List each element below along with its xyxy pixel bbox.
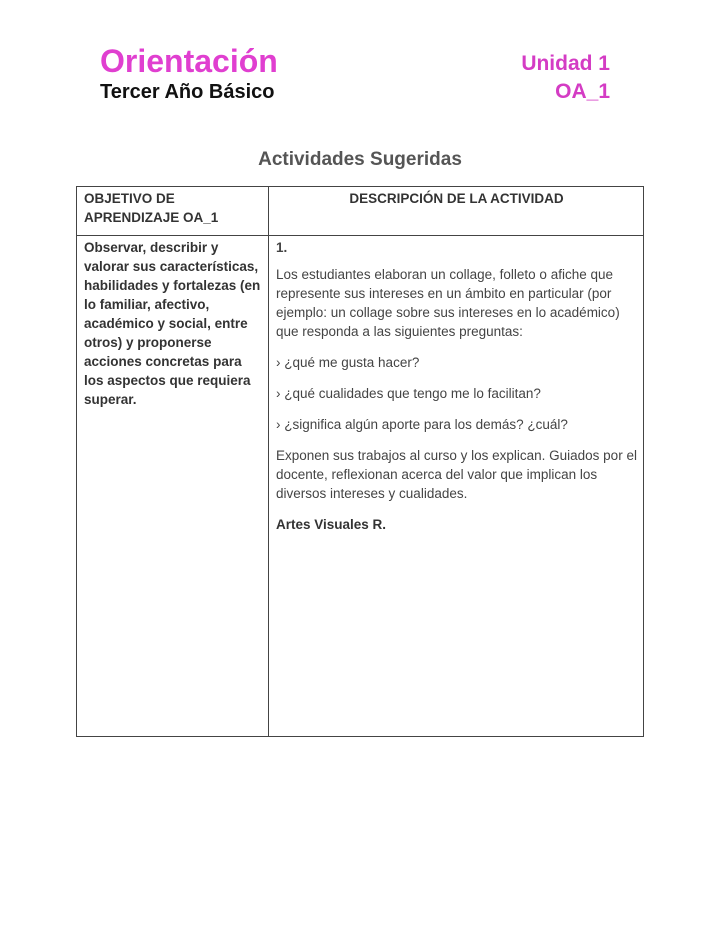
discipline-label: Artes Visuales R. — [276, 517, 387, 532]
activity-description — [269, 236, 644, 737]
description-header: DESCRIPCIÓN DE LA ACTIVIDAD — [269, 187, 644, 236]
table-row — [77, 236, 644, 737]
question-item: › ¿significa algún aporte para los demás? ¿cuál? — [276, 417, 568, 432]
header-right — [521, 50, 610, 106]
section-title: Actividades Sugeridas — [258, 149, 462, 170]
subject-title: Orientación — [100, 43, 278, 79]
header-left — [100, 42, 278, 104]
activities-table — [76, 186, 644, 737]
activity-number: 1. — [276, 240, 288, 255]
activity-closing: Exponen sus trabajos al curso y los explican. Guiados por el docente, reflexionan acerca del valor que implican los diversos intereses y cualidades. — [276, 448, 637, 501]
question-item: › ¿qué cualidades que tengo me lo facilitan? — [276, 386, 541, 401]
oa-label: OA_1 — [555, 80, 610, 103]
objective-header: OBJETIVO DE APRENDIZAJE OA_1 — [77, 187, 269, 236]
grade-level: Tercer Año Básico — [100, 81, 275, 103]
table-header-row — [77, 187, 644, 236]
objective-text: Observar, describir y valorar sus características, habilidades y fortalezas (en lo familiar, afectivo, académico y social, entre otros) y proponerse acciones concretas para los aspectos que requiera superar. — [77, 236, 269, 737]
activity-intro: Los estudiantes elaboran un collage, folleto o afiche que represente sus intereses en un ámbito en particular (por ejemplo: un collage sobre sus intereses en lo académico) que responda a las siguientes preguntas: — [276, 267, 620, 339]
unit-label: Unidad 1 — [521, 52, 610, 75]
question-item: › ¿qué me gusta hacer? — [276, 355, 420, 370]
